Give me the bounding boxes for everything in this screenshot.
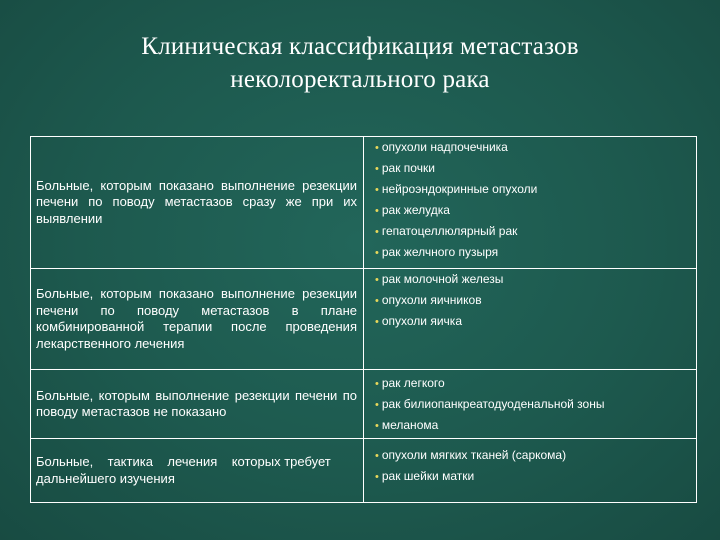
items-list bbox=[364, 269, 696, 332]
category-cell bbox=[31, 137, 364, 269]
list-item bbox=[375, 290, 690, 311]
slide-title-line-2: неколоректального рака bbox=[230, 66, 490, 93]
item-text: меланома bbox=[381, 418, 439, 432]
bullet-icon: • bbox=[375, 247, 379, 259]
item-text: рак молочной железы bbox=[381, 272, 504, 286]
bullet-icon: • bbox=[375, 163, 379, 175]
bullet-icon: • bbox=[375, 226, 379, 238]
items-cell bbox=[364, 370, 697, 439]
category-text: Больные, которым выполнение резекции печени по поводу метастазов не показано bbox=[36, 387, 357, 419]
list-item bbox=[375, 179, 690, 200]
item-text: опухоли яичников bbox=[381, 293, 482, 307]
item-text: рак шейки матки bbox=[381, 469, 475, 483]
bullet-icon: • bbox=[375, 378, 379, 390]
bullet-icon: • bbox=[375, 274, 379, 286]
item-text: рак желчного пузыря bbox=[381, 245, 499, 259]
category-cell bbox=[31, 370, 364, 439]
table-row bbox=[31, 137, 697, 269]
item-text: рак легкого bbox=[381, 376, 445, 390]
table-row bbox=[31, 439, 697, 503]
list-item bbox=[375, 466, 690, 487]
list-item bbox=[375, 269, 690, 290]
items-list bbox=[364, 370, 696, 436]
bullet-icon: • bbox=[375, 142, 379, 154]
item-text: рак билиопанкреатодуоденальной зоны bbox=[381, 397, 605, 411]
list-item bbox=[375, 242, 690, 263]
category-text: Больные, которым показано выполнение резекции печени по поводу метастазов в плане комбинированной терапии после проведения лекарственного лечения bbox=[36, 286, 357, 351]
bullet-icon: • bbox=[375, 399, 379, 411]
slide-title bbox=[0, 30, 720, 96]
category-cell bbox=[31, 269, 364, 370]
category-cell bbox=[31, 439, 364, 503]
list-item bbox=[375, 158, 690, 179]
list-item bbox=[375, 137, 690, 158]
list-item bbox=[375, 394, 690, 415]
bullet-icon: • bbox=[375, 450, 379, 462]
category-text: Больные, тактика лечения которых требует дальнейшего изучения bbox=[36, 454, 335, 486]
bullet-icon: • bbox=[375, 471, 379, 483]
list-item bbox=[375, 221, 690, 242]
bullet-icon: • bbox=[375, 295, 379, 307]
items-cell bbox=[364, 269, 697, 370]
bullet-icon: • bbox=[375, 316, 379, 328]
items-cell bbox=[364, 439, 697, 503]
category-text: Больные, которым показано выполнение резекции печени по поводу метастазов сразу же при их выявлении bbox=[36, 177, 357, 226]
bullet-icon: • bbox=[375, 420, 379, 432]
table-row bbox=[31, 370, 697, 439]
list-item bbox=[375, 415, 690, 436]
bullet-icon: • bbox=[375, 205, 379, 217]
item-text: нейроэндокринные опухоли bbox=[381, 182, 538, 196]
list-item bbox=[375, 445, 690, 466]
items-list bbox=[364, 137, 696, 263]
slide-title-line-1: Клиническая классификация метастазов bbox=[141, 33, 579, 60]
items-list bbox=[364, 439, 696, 487]
item-text: опухоли мягких тканей (саркома) bbox=[381, 448, 567, 462]
list-item bbox=[375, 373, 690, 394]
item-text: опухоли надпочечника bbox=[381, 140, 508, 154]
bullet-icon: • bbox=[375, 184, 379, 196]
item-text: рак желудка bbox=[381, 203, 450, 217]
item-text: опухоли яичка bbox=[381, 314, 462, 328]
item-text: гепатоцеллюлярный рак bbox=[381, 224, 518, 238]
item-text: рак почки bbox=[381, 161, 435, 175]
table-row bbox=[31, 269, 697, 370]
list-item bbox=[375, 200, 690, 221]
classification-table bbox=[30, 136, 697, 503]
items-cell bbox=[364, 137, 697, 269]
list-item bbox=[375, 311, 690, 332]
